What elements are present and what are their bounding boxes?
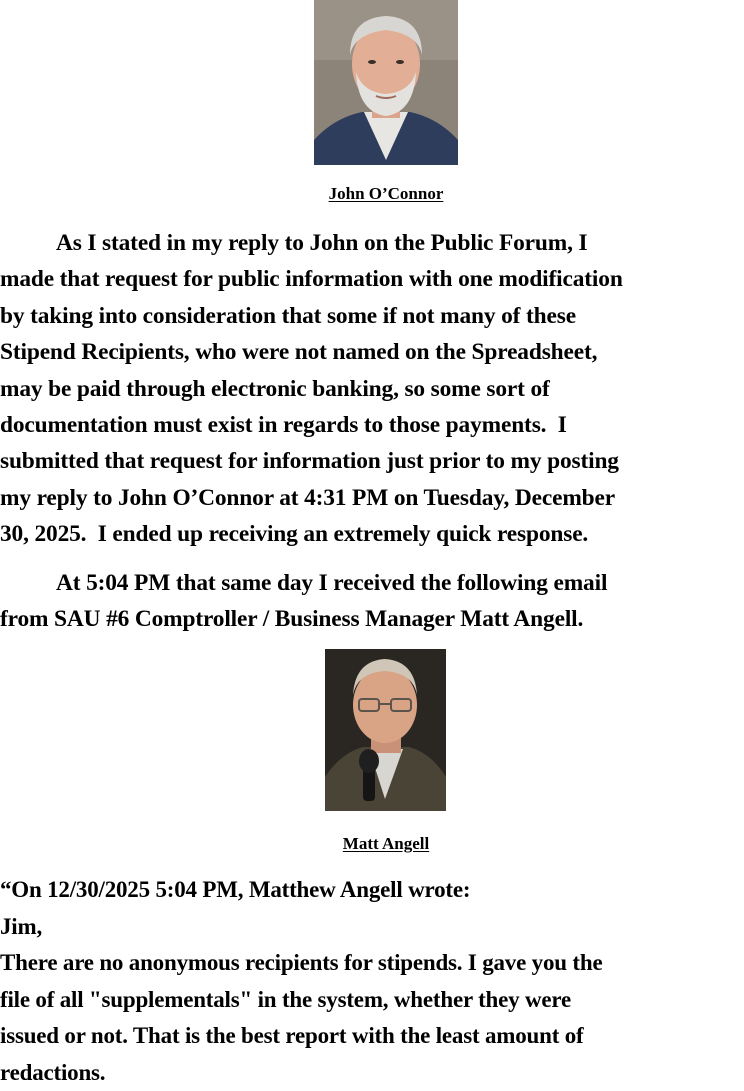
paragraph-line: submitted that request for information just prior to my posting (0, 443, 623, 479)
paragraph-line: As I stated in my reply to John on the Public Forum, I (0, 225, 623, 261)
paragraph-line: by taking into consideration that some if not many of these (0, 298, 623, 334)
body-paragraph-2 (0, 565, 607, 638)
john-oconnor-caption: John O’Connor (14, 184, 744, 204)
body-paragraph-1 (0, 225, 623, 553)
quote-line: Jim, (0, 909, 602, 946)
paragraph-line: At 5:04 PM that same day I received the following email (0, 565, 607, 601)
quote-line: There are no anonymous recipients for stipends. I gave you the (0, 945, 602, 982)
john-oconnor-photo (314, 0, 458, 165)
quote-line: issued or not. That is the best report with the least amount of (0, 1018, 602, 1055)
paragraph-line: Stipend Recipients, who were not named on the Spreadsheet, (0, 334, 623, 370)
email-quote (0, 872, 602, 1091)
paragraph-line: from SAU #6 Comptroller / Business Manager Matt Angell. (0, 601, 607, 637)
matt-angell-photo (325, 649, 446, 811)
quote-line: redactions. (0, 1055, 602, 1091)
quote-line: “On 12/30/2025 5:04 PM, Matthew Angell wrote: (0, 872, 602, 909)
paragraph-line: may be paid through electronic banking, so some sort of (0, 371, 623, 407)
paragraph-line: my reply to John O’Connor at 4:31 PM on Tuesday, December (0, 480, 623, 516)
matt-angell-caption: Matt Angell (14, 834, 744, 854)
quote-line: file of all "supplementals" in the system, whether they were (0, 982, 602, 1019)
paragraph-line: made that request for public information with one modification (0, 261, 623, 297)
paragraph-line: 30, 2025. I ended up receiving an extremely quick response. (0, 516, 623, 552)
paragraph-line: documentation must exist in regards to those payments. I (0, 407, 623, 443)
